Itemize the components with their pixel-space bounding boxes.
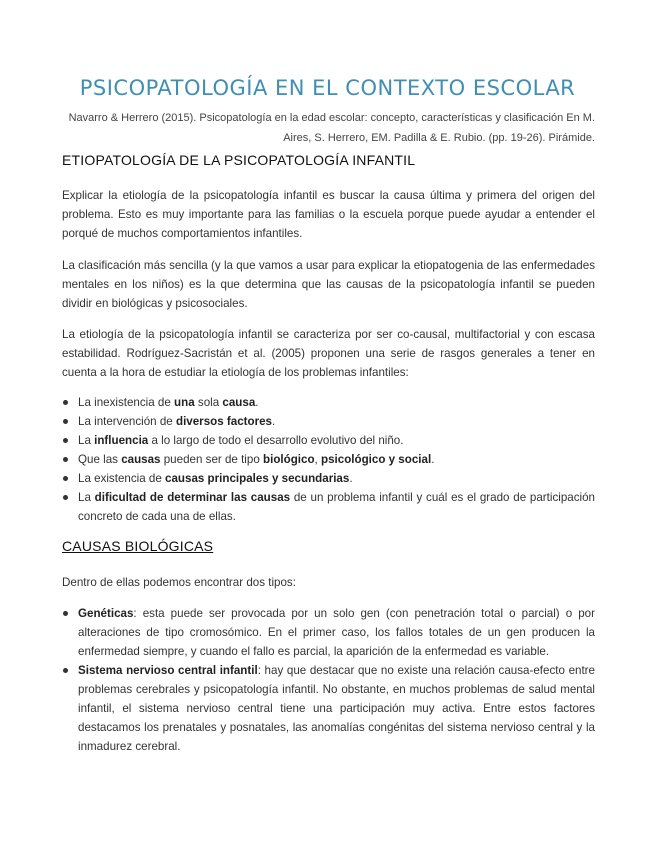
biological-causes-list: [62, 604, 595, 756]
paragraph-2: La clasificación más sencilla (y la que vamos a usar para explicar la etiopatogenia de las enfermedades mentales en los niños) es la que determina que las causas de la psicopatología infantil se pueden dividir en biológicas y psicosociales.: [62, 259, 595, 310]
citation-line-2: Aires, S. Herrero, EM. Padilla & E. Rubio. (pp. 19-26). Pirámide.: [283, 132, 595, 144]
paragraph-intro-biologicas: Dentro de ellas podemos encontrar dos tipos:: [62, 576, 296, 589]
section-heading-etiopatologia: ETIOPATOLOGÍA DE LA PSICOPATOLOGÍA INFANTIL: [62, 152, 416, 168]
list-item: La existencia de causas principales y secundarias.: [62, 469, 595, 488]
list-item: La dificultad de determinar las causas de un problema infantil y cuál es el grado de participación concreto de cada una de ellas.: [62, 488, 595, 526]
list-item: Sistema nervioso central infantil: hay que destacar que no existe una relación causa-efecto entre problemas cerebrales y psicopatología infantil. No obstante, en muchos problemas de salud mental infantil, el sistema nervioso central tiene una participación muy activa. Entre estos factores destacamos los prenatales y posnatales, las anomalías congénitas del sistema nervioso central y la inmadurez cerebral.: [62, 661, 595, 756]
paragraph-3: La etiología de la psicopatología infantil se caracteriza por ser co-causal, multifactorial y con escasa estabilidad. Rodríguez-Sacristán et al. (2005) proponen una serie de rasgos generales a tener en cuenta a la hora de estudiar la etiología de los problemas infantiles:: [62, 328, 595, 379]
list-item: La influencia a lo largo de todo el desarrollo evolutivo del niño.: [62, 431, 595, 450]
list-item: La inexistencia de una sola causa.: [62, 393, 595, 412]
traits-list: [62, 393, 595, 526]
list-item: Que las causas pueden ser de tipo biológico, psicológico y social.: [62, 450, 595, 469]
list-item: Genéticas: esta puede ser provocada por un solo gen (con penetración total o parcial) o por alteraciones de tipo cromosómico. En el primer caso, los fallos totales de un gen producen la enfermedad siempre, y cuando el fallo es parcial, la aparición de la enfermedad es variable.: [62, 604, 595, 661]
document-title: PSICOPATOLOGÍA EN EL CONTEXTO ESCOLAR: [79, 76, 576, 100]
list-item: La intervención de diversos factores.: [62, 412, 595, 431]
citation-line-1: Navarro & Herrero (2015). Psicopatología en la edad escolar: concepto, características y clasificación En M.: [68, 112, 595, 124]
section-heading-causas-biologicas: CAUSAS BIOLÓGICAS: [62, 538, 214, 554]
paragraph-1: Explicar la etiología de la psicopatología infantil es buscar la causa última y primera del origen del problema. Esto es muy importante para las familias o la escuela porque puede ayudar a entender el porqué de muchos comportamientos infantiles.: [62, 189, 595, 240]
citation: [55, 108, 595, 148]
